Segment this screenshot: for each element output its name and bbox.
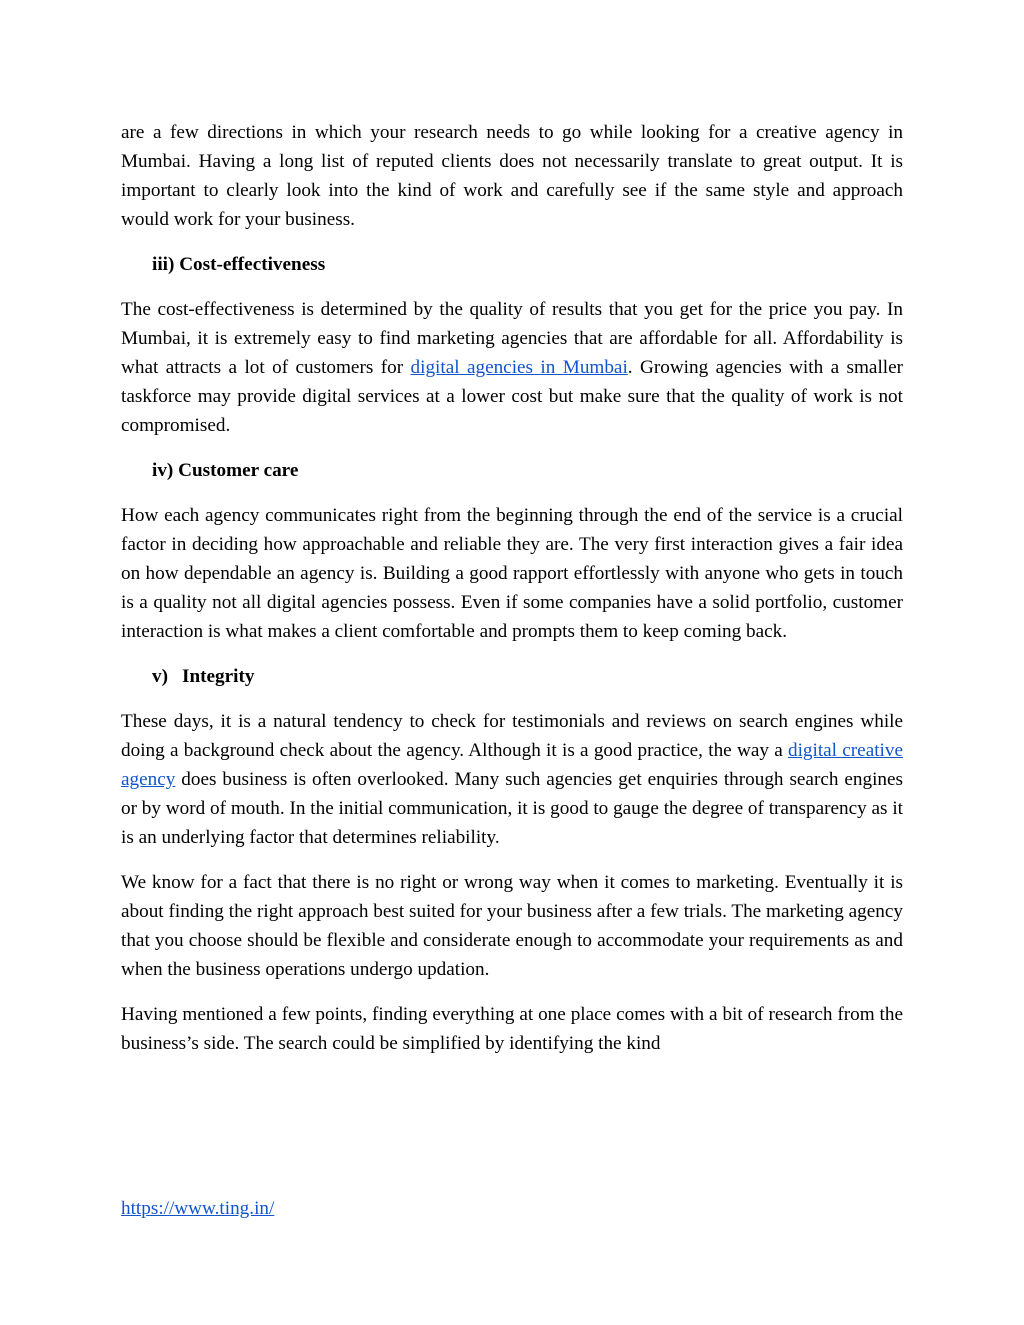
heading-number: iv) bbox=[152, 460, 174, 481]
paragraph-integrity bbox=[121, 707, 903, 852]
heading-text: Cost-effectiveness bbox=[179, 254, 326, 275]
text-segment: does business is often overlooked. Many such agencies get enquiries through search engines or by word of mouth. In the initial communication, it is good to gauge the degree of transparency as it is an underlying factor that determines reliability. bbox=[121, 769, 903, 848]
link-digital-creative-agency[interactable]: digital creative agency bbox=[121, 740, 903, 790]
paragraph-marketing-approach: We know for a fact that there is no right or wrong way when it comes to marketing. Eventually it is about finding the right approach best suited for your business after a few trials. The marketing agency that you choose should be flexible and considerate enough to accommodate your requirements as and when the business operations undergo updation. bbox=[121, 872, 903, 980]
heading-text: Integrity bbox=[182, 666, 255, 687]
paragraph-research-directions: are a few directions in which your research needs to go while looking for a creative agency in Mumbai. Having a long list of reputed clients does not necessarily translate to great output. It is important to clearly look into the kind of work and carefully see if the same style and approach would work for your business. bbox=[121, 122, 903, 230]
paragraph-cost-effectiveness bbox=[121, 295, 903, 440]
paragraph-research-summary: Having mentioned a few points, finding everything at one place comes with a bit of research from the business’s side. The search could be simplified by identifying the kind bbox=[121, 1004, 903, 1054]
text-segment: These days, it is a natural tendency to check for testimonials and reviews on search engines while doing a background check about the agency. Although it is a good practice, the way a bbox=[121, 711, 903, 761]
footer-url-link[interactable]: https://www.ting.in/ bbox=[121, 1198, 275, 1219]
text-segment: . Growing agencies with a smaller taskforce may provide digital services at a lower cost but make sure that the quality of work is not compromised. bbox=[121, 357, 904, 436]
page-footer bbox=[121, 1194, 274, 1223]
heading-integrity bbox=[152, 662, 903, 691]
heading-cost-effectiveness bbox=[152, 250, 903, 279]
document-page bbox=[121, 118, 903, 1074]
text-segment: The cost-effectiveness is determined by the quality of results that you get for the price you pay. In Mumbai, it is extremely easy to find marketing agencies that are affordable for all. Affordability is what attracts a lot of customers for bbox=[121, 299, 903, 378]
heading-customer-care bbox=[152, 456, 903, 485]
heading-number: v) bbox=[152, 666, 168, 687]
link-digital-agencies-in-mumbai[interactable]: digital agencies in Mumbai bbox=[410, 357, 628, 378]
paragraph-customer-care: How each agency communicates right from the beginning through the end of the service is a crucial factor in deciding how approachable and reliable they are. The very first interaction gives a fair idea on how dependable an agency is. Building a good rapport effortlessly with anyone who gets in touch is a quality not all digital agencies possess. Even if some companies have a solid portfolio, customer interaction is what makes a client comfortable and prompts them to keep coming back. bbox=[121, 505, 903, 642]
heading-number: iii) bbox=[152, 254, 175, 275]
heading-text: Customer care bbox=[178, 460, 299, 481]
